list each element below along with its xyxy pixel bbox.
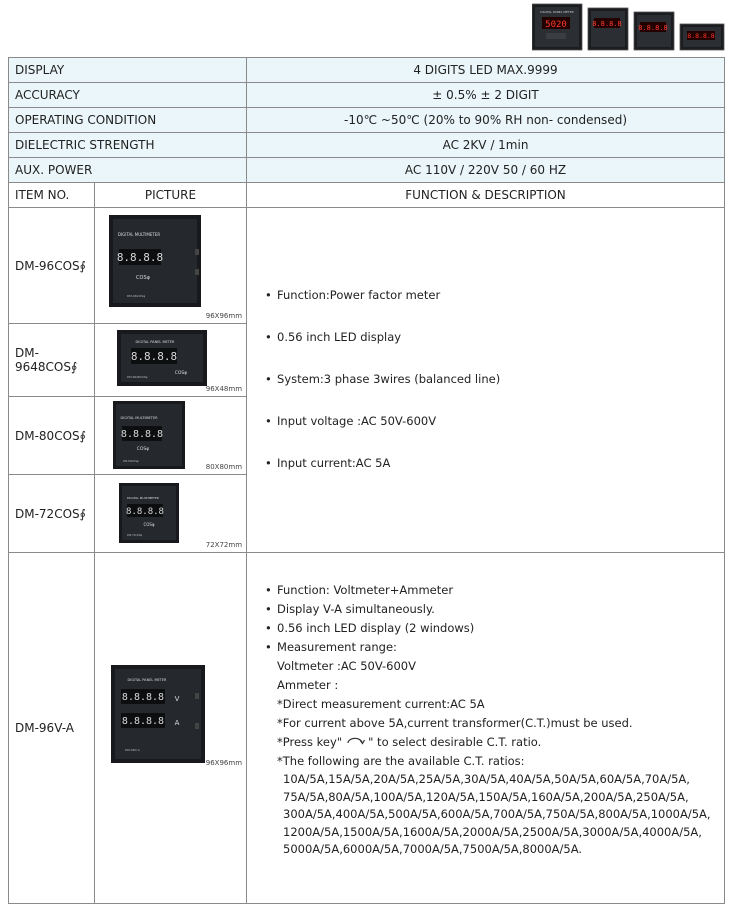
size-label: 96X96mm bbox=[205, 759, 243, 767]
desc-item: • Measurement range: bbox=[265, 638, 718, 657]
spec-label: OPERATING CONDITION bbox=[9, 108, 247, 133]
item-number: DM-96COS∮ bbox=[9, 208, 95, 324]
header-picture: PICTURE bbox=[95, 183, 247, 208]
spec-table bbox=[8, 57, 725, 904]
item-number: DM-9648COS∮ bbox=[9, 324, 95, 397]
desc-item: • System:3 phase 3wires (balanced line) bbox=[265, 372, 718, 386]
desc-sub-item: *For current above 5A,current transformer(C.T.)must be used. bbox=[277, 716, 633, 730]
spec-row-operating-condition bbox=[9, 108, 725, 133]
product-family-image bbox=[532, 2, 728, 52]
spec-value: AC 2KV / 1min bbox=[247, 133, 725, 158]
item-number: DM-72COS∮ bbox=[9, 475, 95, 553]
ct-ratio-line: 1200A/5A,1500A/5A,1600A/5A,2000A/5A,2500A/5A,3000A/5A,4000A/5A, bbox=[283, 824, 702, 839]
desc-sub-item: Ammeter : bbox=[277, 678, 339, 692]
panel-model: DM-9648COSφ bbox=[127, 375, 148, 379]
panel-title: DIGITAL PANEL METER bbox=[127, 678, 167, 682]
hero-meter-digits-4: 8.8.8.8 bbox=[687, 32, 715, 40]
product-picture bbox=[95, 397, 247, 475]
panel-label: COSφ bbox=[143, 522, 155, 527]
desc-item: • Function:Power factor meter bbox=[265, 288, 718, 302]
product-picture bbox=[95, 324, 247, 397]
panel-a-label: A bbox=[174, 719, 180, 727]
spec-value: 4 DIGITS LED MAX.9999 bbox=[247, 58, 725, 83]
hero-meter-digits-1: 5020 bbox=[545, 20, 567, 30]
table-header-row bbox=[9, 183, 725, 208]
press-key-text-after: " to select desirable C.T. ratio. bbox=[368, 735, 542, 749]
spec-value: -10℃ ~50℃ (20% to 90% RH non- condensed) bbox=[247, 108, 725, 133]
spec-label: DISPLAY bbox=[9, 58, 247, 83]
size-label: 80X80mm bbox=[205, 463, 243, 471]
item-number: DM-96V-A bbox=[9, 553, 95, 904]
desc-sub-item: *The following are the available C.T. ratios: bbox=[277, 754, 525, 768]
spec-value: ± 0.5% ± 2 DIGIT bbox=[247, 83, 725, 108]
cos-description bbox=[247, 208, 725, 553]
panel-title: DIGITAL PANEL METER bbox=[135, 340, 175, 344]
product-row-dm-96cos bbox=[9, 208, 725, 324]
svg-text:8.8.8.8: 8.8.8.8 bbox=[126, 507, 164, 517]
item-number: DM-80COS∮ bbox=[9, 397, 95, 475]
svg-text:8.8.8.8: 8.8.8.8 bbox=[120, 429, 164, 440]
spec-row-aux-power bbox=[9, 158, 725, 183]
press-key-line bbox=[265, 733, 718, 752]
ct-ratio-line: 300A/5A,400A/5A,500A/5A,600A/5A,700A/5A,750A/5A,800A/5A,1000A/5A, bbox=[283, 807, 711, 821]
ct-ratio-line: 75A/5A,80A/5A,100A/5A,120A/5A,150A/5A,160A/5A,200A/5A,250A/5A, bbox=[283, 789, 689, 804]
spec-row-dielectric-strength bbox=[9, 133, 725, 158]
spec-label: ACCURACY bbox=[9, 83, 247, 108]
product-row-dm-96v-a bbox=[9, 553, 725, 904]
product-picture bbox=[95, 208, 247, 324]
svg-text:8.8.8.8: 8.8.8.8 bbox=[121, 716, 165, 727]
panel-title: DIGITAL MULTIMETER bbox=[120, 416, 158, 420]
size-label: 96X96mm bbox=[205, 312, 243, 320]
desc-sub-item: *Direct measurement current:AC 5A bbox=[277, 697, 485, 711]
meter-96x96-image bbox=[95, 209, 245, 323]
product-picture bbox=[95, 475, 247, 553]
ct-ratio-line: 5000A/5A,6000A/5A,7000A/5A,7500A/5A,8000A/5A. bbox=[283, 842, 583, 856]
hero-meter-title: DIGITAL PANEL METER bbox=[540, 10, 574, 14]
spec-row-accuracy bbox=[9, 83, 725, 108]
desc-item: • Function: Voltmeter+Ammeter bbox=[265, 581, 718, 600]
product-picture bbox=[95, 553, 247, 904]
meter-96v-a-image bbox=[95, 553, 245, 903]
desc-item: • Input current:AC 5A bbox=[265, 456, 718, 470]
ct-ratio-line: 10A/5A,15A/5A,20A/5A,25A/5A,30A/5A,40A/5A,50A/5A,60A/5A,70A/5A, bbox=[283, 772, 690, 786]
panel-v-label: V bbox=[174, 695, 180, 703]
size-label: 96X48mm bbox=[205, 385, 243, 393]
panel-title: DIGITAL MULTIMETER bbox=[127, 496, 159, 500]
panel-label: COSφ bbox=[136, 447, 150, 452]
hero-meter-digits-2: 8.8.8.8 bbox=[592, 20, 622, 28]
spec-label: AUX. POWER bbox=[9, 158, 247, 183]
header-function: FUNCTION & DESCRIPTION bbox=[247, 183, 725, 208]
panel-model: DM-96COSφ bbox=[127, 293, 146, 298]
panel-title: DIGITAL MULTIMETER bbox=[117, 231, 161, 237]
rotate-key-icon bbox=[344, 735, 366, 747]
desc-item: • Display V-A simultaneously. bbox=[265, 600, 718, 619]
panel-model: DM-96V-A bbox=[125, 748, 140, 752]
desc-sub-item: Voltmeter :AC 50V-600V bbox=[277, 659, 416, 673]
svg-text:8.8.8.8: 8.8.8.8 bbox=[130, 350, 178, 363]
hero-meter-digits-3: 8.8.8.8 bbox=[638, 24, 668, 32]
header-item-no: ITEM NO. bbox=[9, 183, 95, 208]
ct-ratio-list bbox=[265, 771, 718, 859]
spec-row-display bbox=[9, 58, 725, 83]
spec-value: AC 110V / 220V 50 / 60 HZ bbox=[247, 158, 725, 183]
spec-label: DIELECTRIC STRENGTH bbox=[9, 133, 247, 158]
panel-model: DM-72COSφ bbox=[127, 534, 143, 537]
panel-model: DM-80COSφ bbox=[123, 460, 139, 463]
svg-text:8.8.8.8: 8.8.8.8 bbox=[121, 692, 165, 703]
va-description bbox=[247, 553, 725, 904]
desc-item: • 0.56 inch LED display (2 windows) bbox=[265, 619, 718, 638]
size-label: 72X72mm bbox=[205, 541, 243, 549]
desc-item: • 0.56 inch LED display bbox=[265, 330, 718, 344]
desc-item: • Input voltage :AC 50V-600V bbox=[265, 414, 718, 428]
press-key-text-before: *Press key" bbox=[277, 735, 343, 749]
panel-label: COSφ bbox=[174, 371, 188, 376]
panel-label: COSφ bbox=[136, 274, 150, 281]
svg-text:8.8.8.8: 8.8.8.8 bbox=[116, 250, 164, 264]
